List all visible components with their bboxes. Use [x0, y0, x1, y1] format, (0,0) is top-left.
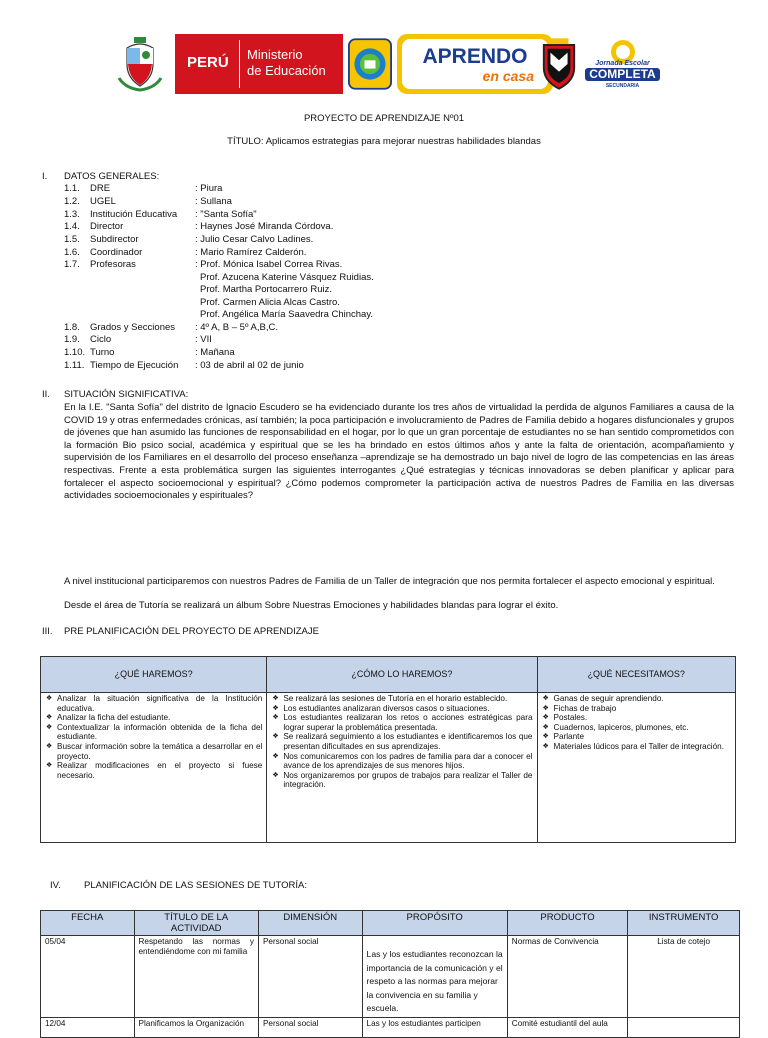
datos-label: UGEL [90, 196, 116, 207]
list-item: ❖ Se realizará las sesiones de Tutoría en el horario establecido. [283, 694, 532, 704]
cell-proposito: Las y los estudiantes participen [362, 1017, 507, 1037]
preplan-list [45, 694, 262, 780]
list-item: ❖ Los estudiantes analizaran diversos casos o situaciones. [283, 704, 532, 714]
preplan-cell [537, 693, 736, 843]
datos-value: : "Santa Sofía" [195, 209, 257, 220]
section-4-heading: PLANIFICACIÓN DE LAS SESIONES DE TUTORÍA: [84, 880, 307, 891]
list-item: ❖ Materiales lúdicos para el Taller de integración. [554, 742, 732, 752]
section-3-number: III. [42, 626, 53, 637]
preplan-cell [267, 693, 537, 843]
datos-num: 1.4. [64, 221, 80, 232]
datos-num: 1.3. [64, 209, 80, 220]
document-title: PROYECTO DE APRENDIZAJE Nº01 [303, 113, 465, 124]
list-item: ❖ Analizar la ficha del estudiante. [57, 713, 262, 723]
situacion-paragraph-3: Desde el área de Tutoría se realizará un álbum Sobre Nuestras Emociones y habilidades blandas para lograr el éxito. [64, 600, 559, 611]
datos-value: : Mario Ramírez Calderón. [195, 247, 307, 258]
cell-proposito: Las y los estudiantes reconozcan la importancia de la comunicación y el respeto a las normas para mejorar la convivencia en su familia y escuela. [362, 936, 507, 1018]
preplan-table [40, 656, 736, 843]
datos-num: 1.10. [64, 347, 86, 358]
datos-num: 1.8. [64, 322, 80, 333]
list-item: ❖ Realizar modificaciones en el proyecto si fuese necesario. [57, 761, 262, 780]
list-item: ❖ Fichas de trabajo [554, 704, 732, 714]
preplan-list [271, 694, 532, 790]
jornada-line2: COMPLETA [585, 68, 660, 81]
datos-label: Turno [90, 347, 115, 358]
list-item: ❖ Nos comunicaremos con los padres de familia para dar a conocer el avance de los aprendizajes de sus menores hijos. [283, 752, 532, 771]
list-item: ❖ Buscar información sobre la temática a desarrollar en el proyecto. [57, 742, 262, 761]
datos-num: 1.9. [64, 334, 80, 345]
datos-label: Director [90, 221, 124, 232]
datos-label: Grados y Secciones [90, 322, 176, 333]
ugel-logo-icon [348, 34, 392, 94]
datos-value: : Sullana [195, 196, 232, 207]
school-shield-icon [540, 34, 578, 94]
ministerio-line1: Ministerio [247, 47, 303, 62]
list-item: ❖ Analizar la situación significativa de la Institución educativa. [57, 694, 262, 713]
column-header: ¿QUÉ HAREMOS? [41, 657, 267, 693]
banner-divider [239, 40, 240, 88]
aprendo-subtitle: en casa [482, 68, 534, 84]
table-header-row [41, 911, 740, 936]
datos-num: 1.5. [64, 234, 80, 245]
list-item: ❖ Nos organizaremos por grupos de trabajos para realizar el Taller de integración. [283, 771, 532, 790]
cell-producto: Normas de Convivencia [507, 936, 627, 1018]
datos-value: : Piura [195, 183, 223, 194]
datos-value: : Julio Cesar Calvo Ladines. [195, 234, 314, 245]
cell-instrumento [628, 1017, 740, 1037]
datos-label: Tiempo de Ejecución [90, 360, 179, 371]
table-row [41, 936, 740, 1018]
ministerio-line2: de Educación [247, 63, 326, 78]
column-header: DIMENSIÓN [258, 911, 362, 936]
datos-label: Institución Educativa [90, 209, 178, 220]
datos-label: Subdirector [90, 234, 139, 245]
cell-dimension: Personal social [258, 1017, 362, 1037]
section-4-number: IV. [50, 880, 61, 891]
aprendo-en-casa-logo [397, 34, 553, 94]
table-row [41, 693, 736, 843]
profesora-name: Prof. Martha Portocarrero Ruiz. [200, 284, 332, 295]
datos-value: : 03 de abril al 02 de junio [195, 360, 304, 371]
cell-dimension: Personal social [258, 936, 362, 1018]
cell-fecha: 12/04 [41, 1017, 135, 1037]
sessions-table [40, 910, 740, 1038]
peru-banner [175, 34, 343, 94]
situacion-paragraph-2: A nivel institucional participaremos con nuestros Padres de Familia de un Taller de integración que nos permita fortalecer el aspecto emocional y espiritual. [64, 576, 715, 587]
list-item: ❖ Postales. [554, 713, 732, 723]
column-header: ¿QUÉ NECESITAMOS? [537, 657, 736, 693]
column-header: PROPÓSITO [362, 911, 507, 936]
datos-num: 1.11. [64, 360, 85, 371]
cell-producto: Comité estudiantil del aula [507, 1017, 627, 1037]
datos-value: : Prof. Mónica Isabel Correa Rivas. [195, 259, 343, 270]
datos-num: 1.7. [64, 259, 80, 270]
preplan-list [542, 694, 732, 752]
datos-label: Coordinador [90, 247, 143, 258]
datos-label: Profesoras [90, 259, 136, 270]
datos-num: 1.1. [64, 183, 80, 194]
jornada-line1: Jornada Escolar [595, 60, 650, 67]
list-item: ❖ Parlante [554, 732, 732, 742]
datos-value: : VII [195, 334, 212, 345]
profesora-name: Prof. Angélica María Saavedra Chinchay. [200, 309, 374, 320]
table-header-row [41, 657, 736, 693]
preplan-cell [41, 693, 267, 843]
peru-label: PERÚ [187, 54, 229, 71]
cell-titulo: Planificamos la Organización [134, 1017, 258, 1037]
list-item: ❖ Los estudiantes realizaran los retos o acciones estratégicas para lograr superar la problemática presentada. [283, 713, 532, 732]
section-2-number: II. [42, 389, 50, 400]
list-item: ❖ Cuadernos, lapiceros, plumones, etc. [554, 723, 732, 733]
section-3-heading: PRE PLANIFICACIÓN DEL PROYECTO DE APRENDIZAJE [64, 626, 319, 637]
section-2-heading: SITUACIÓN SIGNIFICATIVA: [64, 389, 189, 400]
situacion-paragraph: En la I.E. "Santa Sofía" del distrito de Ignacio Escudero se ha evidenciado durante los tres años de virtualidad la perdida de algunos Familiares a causa de la COVID 19 y otras enfermedades crónicas, así también; la poca participación e involucramiento de Padres de Familia debido a hogares disfuncionales y grupos de jóvenes que han asumido las funciones de responsabilidad en el hogar, por lo que un gran porcentaje de estudiantes no se han sentido comprometidos con la formación Bio psico social, académica y espiritual que se les ha brindado en estos últimos años y ante la falta de orientación, acompañamiento y supervisión de los Familiares en el desarrollo del proceso enseñanza –aprendizaje se ha demostrado un bajo nivel de logro de las competencias en las áreas respectivas. Frente a esta problemática surgen las siguientes interrogantes ¿Qué estrategias y técnicas innovadoras se deben planificar y aplicar para fortalecer el aspecto socioemocional y espiritual? ¿Cómo podemos comprometer la participación activa de nuestros Padres de Familia en las diversas actividades socioemocionales y espirituales? [64, 402, 734, 502]
column-header: FECHA [41, 911, 135, 936]
datos-value: : 4º A, B – 5º A,B,C. [195, 322, 278, 333]
profesora-name: Prof. Carmen Alicia Alcas Castro. [200, 297, 340, 308]
datos-num: 1.2. [64, 196, 80, 207]
jornada-escolar-logo [585, 34, 660, 94]
column-header: ¿CÓMO LO HAREMOS? [267, 657, 537, 693]
column-header: TÍTULO DE LA ACTIVIDAD [134, 911, 258, 936]
datos-label: Ciclo [90, 334, 112, 345]
document-subtitle: TÍTULO: Aplicamos estrategias para mejorar nuestras habilidades blandas [227, 136, 541, 147]
escudo-icon [115, 34, 165, 94]
jornada-line3: SECUNDARIA [605, 83, 640, 89]
section-1-heading: DATOS GENERALES: [64, 171, 160, 182]
cell-instrumento: Lista de cotejo [628, 936, 740, 1018]
datos-label: DRE [90, 183, 111, 194]
list-item: ❖ Ganas de seguir aprendiendo. [554, 694, 732, 704]
column-header: INSTRUMENTO [628, 911, 740, 936]
profesora-name: Prof. Azucena Katerine Vásquez Ruidias. [200, 272, 374, 283]
datos-num: 1.6. [64, 247, 80, 258]
datos-value: : Mañana [195, 347, 235, 358]
aprendo-title: APRENDO [422, 45, 528, 68]
section-1-number: I. [42, 171, 48, 182]
datos-value: : Haynes José Miranda Córdova. [195, 221, 334, 232]
table-row [41, 1017, 740, 1037]
header-logos [115, 34, 660, 94]
cell-fecha: 05/04 [41, 936, 135, 1018]
list-item: ❖ Contextualizar la información obtenida de la ficha del estudiante. [57, 723, 262, 742]
list-item: ❖ Se realizará seguimiento a los estudiantes e identificaremos los que presentan dificultades en sus aprendizajes. [283, 732, 532, 751]
column-header: PRODUCTO [507, 911, 627, 936]
cell-titulo: Respetando las normas y entendiéndome con mi familia [134, 936, 258, 1018]
